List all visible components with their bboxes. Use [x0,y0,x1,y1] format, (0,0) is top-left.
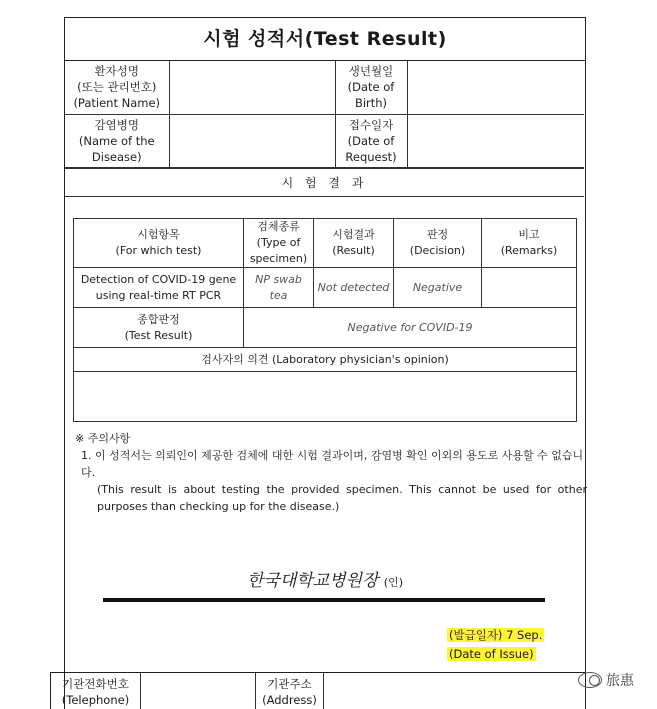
watermark [578,670,634,690]
hospital-signature [65,566,585,591]
birth-date-value [407,61,584,114]
issue-date-line2: (Date of Issue) [449,647,534,661]
patient-info-table [65,61,584,168]
signature-line [103,598,545,602]
result-value: Not detected [314,268,394,308]
test-results-table [73,218,577,422]
header-specimen: 검체종류 (Type of specimen) [244,219,314,268]
notes-line-korean: 1. 이 성적서는 의뢰인이 제공한 검체에 대한 시험 결과이며, 감염병 확인 이외의 용도로 사용할 수 없습니다. [81,449,584,479]
header-result: 시험결과 (Result) [314,219,394,268]
request-date-value [407,114,584,167]
notes-heading: ※ 주의사항 [75,432,131,445]
header-decision: 판정 (Decision) [394,219,482,268]
decision-value: Negative [394,268,482,308]
notes-line-english: (This result is about testing the provided specimen. This cannot be used for other purposes than checking up for the disease.) [97,483,587,513]
document-title: 시험 성적서(Test Result) [65,18,585,61]
summary-label: 종합판정 (Test Result) [74,308,244,348]
summary-value: Negative for COVID-19 [244,308,577,348]
opinion-value [74,372,577,422]
hospital-director-name: 한국대학교병원장 [246,571,379,591]
issue-date-line1: (발급일자) 7 Sep. [449,628,543,642]
test-item-value: Detection of COVID-19 gene using real-time RT PCR [74,268,244,308]
remarks-value [482,268,577,308]
patient-name-value [169,61,335,114]
address-label: 기관주소 (Address) [256,673,324,709]
watermark-text: 旅惠 [606,673,634,689]
caution-notes [75,430,587,515]
patient-name-label: 환자성명 (또는 관리번호) (Patient Name) [65,61,169,114]
issue-date [447,626,544,664]
header-test-item: 시험항목 (For which test) [74,219,244,268]
disease-name-label: 감염병명 (Name of the Disease) [65,114,169,167]
header-remarks: 비고 (Remarks) [482,219,577,268]
request-date-label: 접수일자 (Date of Request) [335,114,407,167]
result-sheet [64,17,586,709]
birth-date-label: 생년월일 (Date of Birth) [335,61,407,114]
telephone-value [141,673,256,709]
opinion-label: 검사자의 의견 (Laboratory physician's opinion) [74,348,577,372]
seal-mark: (인) [383,576,403,589]
test-results-heading: 시 험 결 과 [65,168,584,197]
disease-name-value [169,114,335,167]
specimen-value: NP swab tea [244,268,314,308]
wechat-logo-icon [578,672,602,688]
institution-contact-row [50,672,586,709]
telephone-label: 기관전화번호 (Telephone) [51,673,141,709]
